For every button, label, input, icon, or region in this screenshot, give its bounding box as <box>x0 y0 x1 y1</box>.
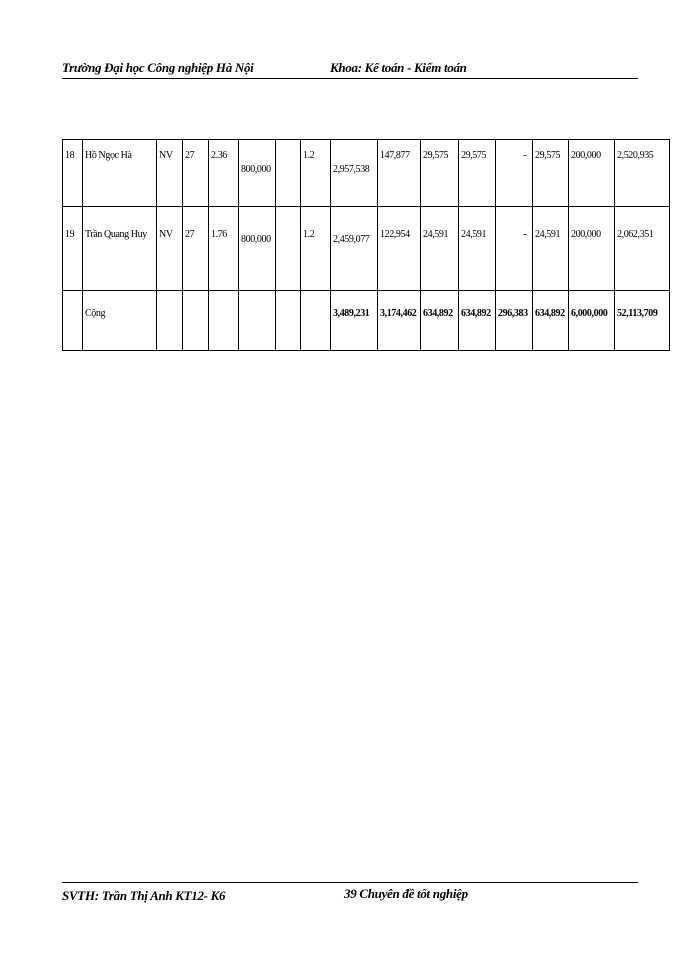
page-number-title: 39 Chuyên đề tốt nghiệp <box>344 886 468 901</box>
cell-name: Trần Quang Huy <box>83 207 157 291</box>
cell-gross: 2,459,077 <box>331 207 378 291</box>
cell-factor: 1.2 <box>301 140 331 207</box>
cell-coef: 1.76 <box>209 207 239 291</box>
cell-deduction-1: 147,877 <box>378 140 421 207</box>
cell-deduction-1: 122,954 <box>378 207 421 291</box>
cell-empty <box>276 207 301 291</box>
cell-base-salary: 800,000 <box>239 207 276 291</box>
cell-empty <box>301 291 331 351</box>
cell-deduction-3: 24,591 <box>459 207 496 291</box>
cell-deduction-5: 24,591 <box>533 207 569 291</box>
cell-coef: 2.36 <box>209 140 239 207</box>
cell-deduction-2: 29,575 <box>421 140 459 207</box>
cell-advance: 200,000 <box>569 207 615 291</box>
student-info: SVTH: Trần Thị Anh KT12- K6 <box>62 888 226 903</box>
total-deduction-4: 296,383 <box>496 291 533 351</box>
cell-empty <box>183 291 209 351</box>
total-deduction-5: 634,892 <box>533 291 569 351</box>
total-gross: 3,489,231 <box>331 291 378 351</box>
cell-days: 27 <box>183 140 209 207</box>
cell-empty <box>209 291 239 351</box>
total-net: 52,113,709 <box>615 291 670 351</box>
total-deduction-3: 634,892 <box>459 291 496 351</box>
cell-empty <box>63 291 83 351</box>
table-row <box>63 207 670 291</box>
cell-deduction-4: - <box>496 207 533 291</box>
cell-deduction-5: 29,575 <box>533 140 569 207</box>
cell-role: NV <box>157 207 183 291</box>
total-row <box>63 291 670 351</box>
cell-advance: 200,000 <box>569 140 615 207</box>
cell-net: 2,520,935 <box>615 140 670 207</box>
cell-stt: 19 <box>63 207 83 291</box>
cell-empty <box>276 140 301 207</box>
cell-empty <box>276 291 301 351</box>
cell-deduction-3: 29,575 <box>459 140 496 207</box>
cell-net: 2,062,351 <box>615 207 670 291</box>
cell-factor: 1.2 <box>301 207 331 291</box>
cell-role: NV <box>157 140 183 207</box>
cell-gross: 2,957,538 <box>331 140 378 207</box>
page-header <box>62 58 638 79</box>
cell-empty <box>239 291 276 351</box>
cell-name: Hồ Ngọc Hà <box>83 140 157 207</box>
total-label: Cộng <box>83 291 157 351</box>
table-row <box>63 140 670 207</box>
school-name: Trường Đại học Công nghiệp Hà Nội <box>62 60 254 75</box>
cell-stt: 18 <box>63 140 83 207</box>
page-footer <box>62 882 638 903</box>
total-deduction-2: 634,892 <box>421 291 459 351</box>
payroll-table <box>62 139 670 351</box>
cell-deduction-2: 24,591 <box>421 207 459 291</box>
total-advance: 6,000,000 <box>569 291 615 351</box>
total-deduction-1: 3,174,462 <box>378 291 421 351</box>
faculty-name: Khoa: Kế toán - Kiểm toán <box>330 60 467 75</box>
cell-empty <box>157 291 183 351</box>
cell-deduction-4: - <box>496 140 533 207</box>
cell-days: 27 <box>183 207 209 291</box>
cell-base-salary: 800,000 <box>239 140 276 207</box>
